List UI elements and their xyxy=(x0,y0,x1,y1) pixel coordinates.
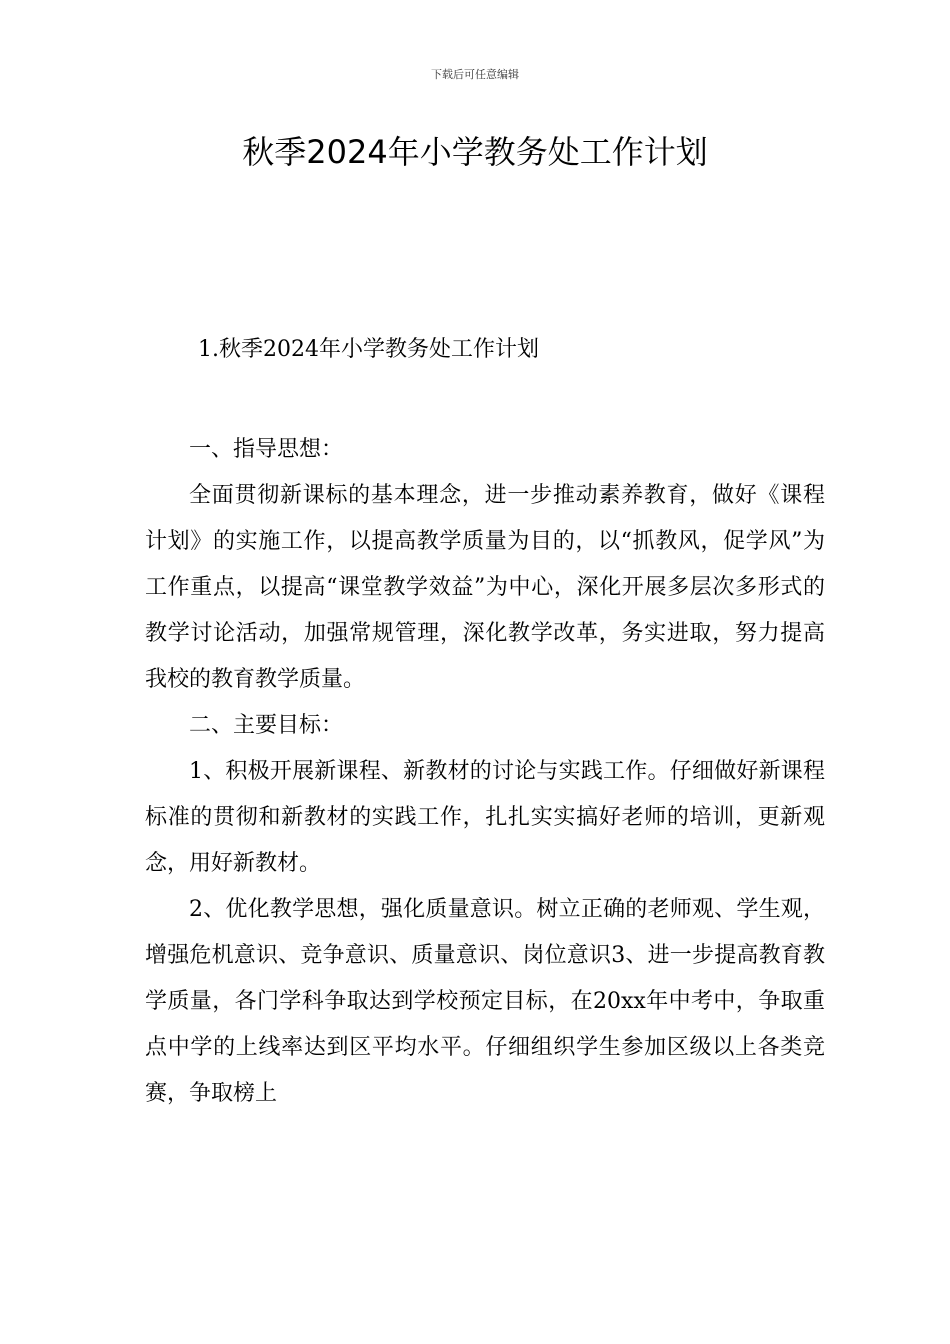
paragraph-goal-2: 2、优化教学思想，强化质量意识。树立正确的老师观、学生观，增强危机意识、竞争意识、质量意识、岗位意识3、进一步提高教育教学质量，各门学科争取达到学校预定目标，在20xx年中考中，争取重点中学的上线率达到区平均水平。仔细组织学生参加区级以上各类竞赛，争取榜上 xyxy=(145,897,825,1106)
header-note: 下载后可任意编辑 xyxy=(431,68,519,81)
document-title: 秋季2024年小学教务处工作计划 xyxy=(242,133,708,171)
section-heading: 1.秋季2024年小学教务处工作计划 xyxy=(198,337,539,362)
document-body xyxy=(145,427,825,1117)
heading-main-goals: 二、主要目标： xyxy=(189,713,344,738)
paragraph-goal-1: 1、积极开展新课程、新教材的讨论与实践工作。仔细做好新课程标准的贯彻和新教材的实践工作，扎扎实实搞好老师的培训，更新观念，用好新教材。 xyxy=(145,759,825,876)
heading-guiding-thought: 一、指导思想： xyxy=(189,437,344,462)
paragraph-guiding-thought: 全面贯彻新课标的基本理念，进一步推动素养教育，做好《课程计划》的实施工作，以提高教学质量为目的，以“抓教风，促学风”为工作重点，以提高“课堂教学效益”为中心，深化开展多层次多形式的教学讨论活动，加强常规管理，深化教学改革，务实进取，努力提高我校的教育教学质量。 xyxy=(145,483,825,692)
